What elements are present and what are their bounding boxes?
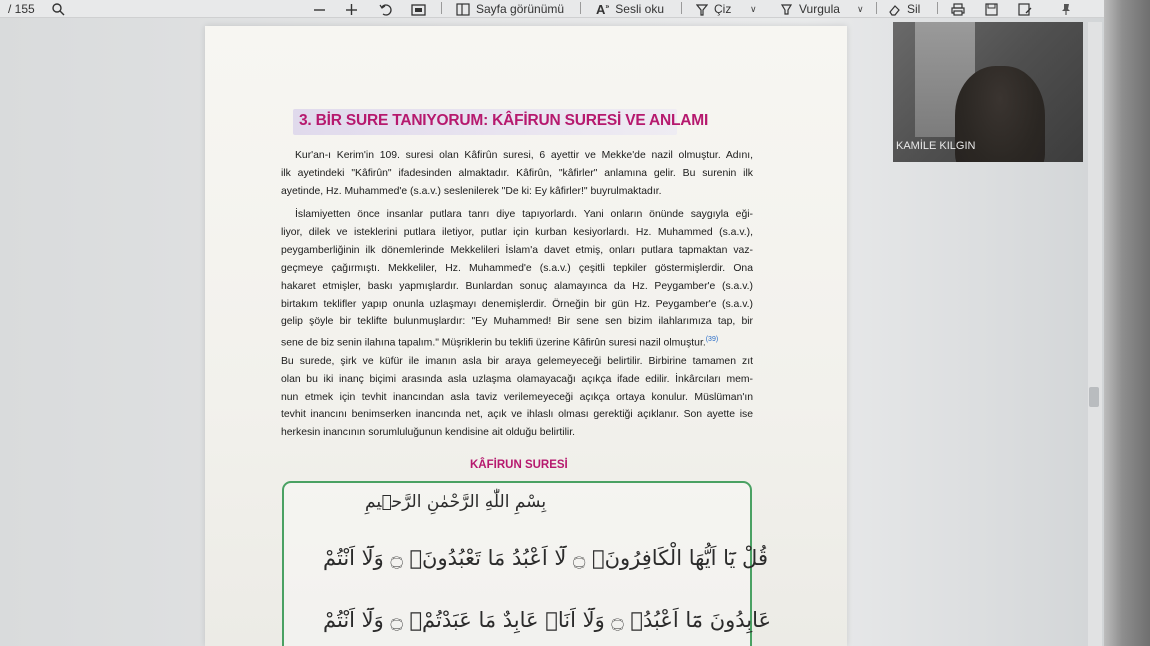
text-line: tevhit inancını benimserken inancında net, açık ve ihlaslı olması gerektiği açıklanır. Son ayette ise bbox=[281, 409, 753, 421]
page-view-button[interactable] bbox=[456, 0, 564, 18]
section-heading: 3. BİR SURE TANIYORUM: KÂFİRUN SURESİ VE ANLAMI bbox=[299, 112, 709, 129]
highlight-dropdown-chevron-icon[interactable]: ∨ bbox=[857, 3, 864, 14]
book-icon bbox=[456, 3, 470, 16]
text-line-with-footnote bbox=[281, 331, 753, 352]
text-line: ayetinde, Hz. Muhammed'e (s.a.v.) seslenilerek "De ki: Ey kâfirler!" buyrulmaktadır. bbox=[281, 185, 662, 197]
toolbar-divider bbox=[580, 2, 581, 14]
arabic-verse-line: عَابِدُونَ مَٓا اَعْبُدُۚ ۝ وَلَٓا اَنَا۬ عَابِدٌ مَا عَبَدْتُمْۙ ۝ وَلَٓا اَنْتُمْ bbox=[323, 608, 772, 632]
vertical-scrollbar[interactable] bbox=[1088, 22, 1102, 646]
filter-draw-icon bbox=[696, 3, 708, 16]
toolbar-divider bbox=[876, 2, 877, 14]
monitor-bezel bbox=[1104, 0, 1150, 646]
page-indicator[interactable]: / 155 bbox=[8, 2, 35, 16]
arabic-verse-line: قُلْ يَٓا اَيُّهَا الْكَافِرُونَۙ ۝ لَٓا اَعْبُدُ مَا تَعْبُدُونَۙ ۝ وَلَٓا اَنْتُمْ bbox=[323, 546, 768, 570]
text-line: peygamberliğinin ilk dönemlerinde Mekkelileri İslam'a davet etmiş, onları putlara tapmaktan vaz- bbox=[281, 244, 753, 256]
text-line: herkesin inancının sorumluluğunun kendisine ait olduğu belirtilir. bbox=[281, 427, 576, 439]
draw-button[interactable] bbox=[696, 0, 731, 18]
footnote-reference[interactable]: (39) bbox=[705, 336, 719, 344]
text-line: nun etmek için tevhit inancından asla taviz verilemeyeceği açıkça ortaya konulur. Müslüman'ın bbox=[281, 391, 753, 403]
save-as-icon[interactable] bbox=[1018, 0, 1032, 18]
scrollbar-thumb[interactable] bbox=[1089, 387, 1099, 407]
pin-icon[interactable] bbox=[1060, 0, 1072, 18]
print-icon[interactable] bbox=[951, 0, 965, 18]
read-aloud-label: Sesli oku bbox=[615, 2, 664, 16]
save-icon[interactable] bbox=[985, 0, 998, 18]
participant-video-tile[interactable] bbox=[893, 22, 1083, 162]
read-aloud-button[interactable] bbox=[596, 0, 664, 18]
toolbar-divider bbox=[441, 2, 442, 14]
erase-button[interactable] bbox=[888, 0, 920, 18]
zoom-out-icon[interactable] bbox=[313, 0, 326, 18]
rotate-icon[interactable] bbox=[379, 0, 393, 18]
text-line: ilk ayetindeki "Kâfirûn" ifadesinden almaktadır. Kâfirûn, "kâfirler" anlamına gelir. Bu surenin ilk bbox=[281, 167, 753, 179]
erase-label: Sil bbox=[907, 2, 921, 16]
highlighter-icon bbox=[780, 3, 793, 16]
toolbar-divider bbox=[681, 2, 682, 14]
highlight-label: Vurgula bbox=[799, 2, 840, 16]
text-line: geçmeye çağırmıştı. Mekkeliler, Hz. Muhammed'e (s.a.v.) çeşitli tepkiler göstermişlerdir. Ona bbox=[281, 262, 753, 274]
text-line: hakaret etmişler, baskı yapmışlardır. Bunlardan sonuç alamayınca da Hz. Peygamber'e (s.a.v.) bbox=[281, 280, 753, 292]
fit-page-icon[interactable] bbox=[411, 0, 426, 18]
paragraph-history bbox=[281, 206, 753, 442]
draw-label: Çiz bbox=[714, 2, 732, 16]
text-line: liyor, dilek ve isteklerini putlara iletiyor, putlar için kurban kesiyorlardı. Hz. Muhammed (s.a.v.), bbox=[281, 226, 753, 238]
sure-title: KÂFİRUN SURESİ bbox=[470, 459, 568, 471]
pdf-toolbar bbox=[0, 0, 1150, 18]
basmala-text: بِسْمِ اللّٰهِ الرَّحْمٰنِ الرَّح۪يمِ bbox=[365, 492, 547, 512]
text-line: birtakım teklifler yapıp onunla uzlaşmayı denemişlerdir. Örneğin bir gün Hz. Peygamber'e (s.a.v.) bbox=[281, 298, 753, 310]
draw-dropdown-chevron-icon[interactable]: ∨ bbox=[750, 3, 757, 14]
text-line: gelip şöyle bir teklifte bulunmuşlardır: "Ey Muhammed! Bir sene sen bizim ilahlarımıza tap, bir bbox=[281, 316, 753, 328]
pdf-page bbox=[205, 26, 847, 646]
toolbar-divider bbox=[937, 2, 938, 14]
highlight-button[interactable] bbox=[780, 0, 840, 18]
text-line: sene de biz senin ilahına tapalım." Müşriklerin bu teklifi üzerine Kâfirûn suresi nazil olmuştur. bbox=[281, 337, 706, 349]
read-aloud-icon: A» bbox=[596, 1, 610, 17]
paragraph-intro bbox=[281, 147, 753, 201]
text-line: Bu surede, şirk ve küfür ile imanın asla bir araya gelemeyeceği belirtilir. Birbirine tamamen zıt bbox=[281, 355, 753, 367]
zoom-in-icon[interactable] bbox=[345, 0, 358, 18]
text-line: İslamiyetten önce insanlar putlara tanrı diye tapıyorlardı. Yani onların önünde saygıyla eği- bbox=[295, 209, 753, 220]
eraser-icon bbox=[888, 3, 901, 16]
page-view-label: Sayfa görünümü bbox=[476, 2, 565, 16]
text-line: Kur'an-ı Kerim'in 109. suresi olan Kâfirûn suresi, 6 ayettir ve Mekke'de nazil olmuştur. Adını, bbox=[295, 150, 753, 161]
participant-name: KAMİLE KILGIN bbox=[896, 140, 976, 152]
text-line: olan bu iki inanç biçimi arasında asla uzlaşma olamayacağı açıkça ifade edilir. İnkârcıları mem- bbox=[281, 373, 753, 385]
search-icon[interactable] bbox=[52, 0, 65, 18]
